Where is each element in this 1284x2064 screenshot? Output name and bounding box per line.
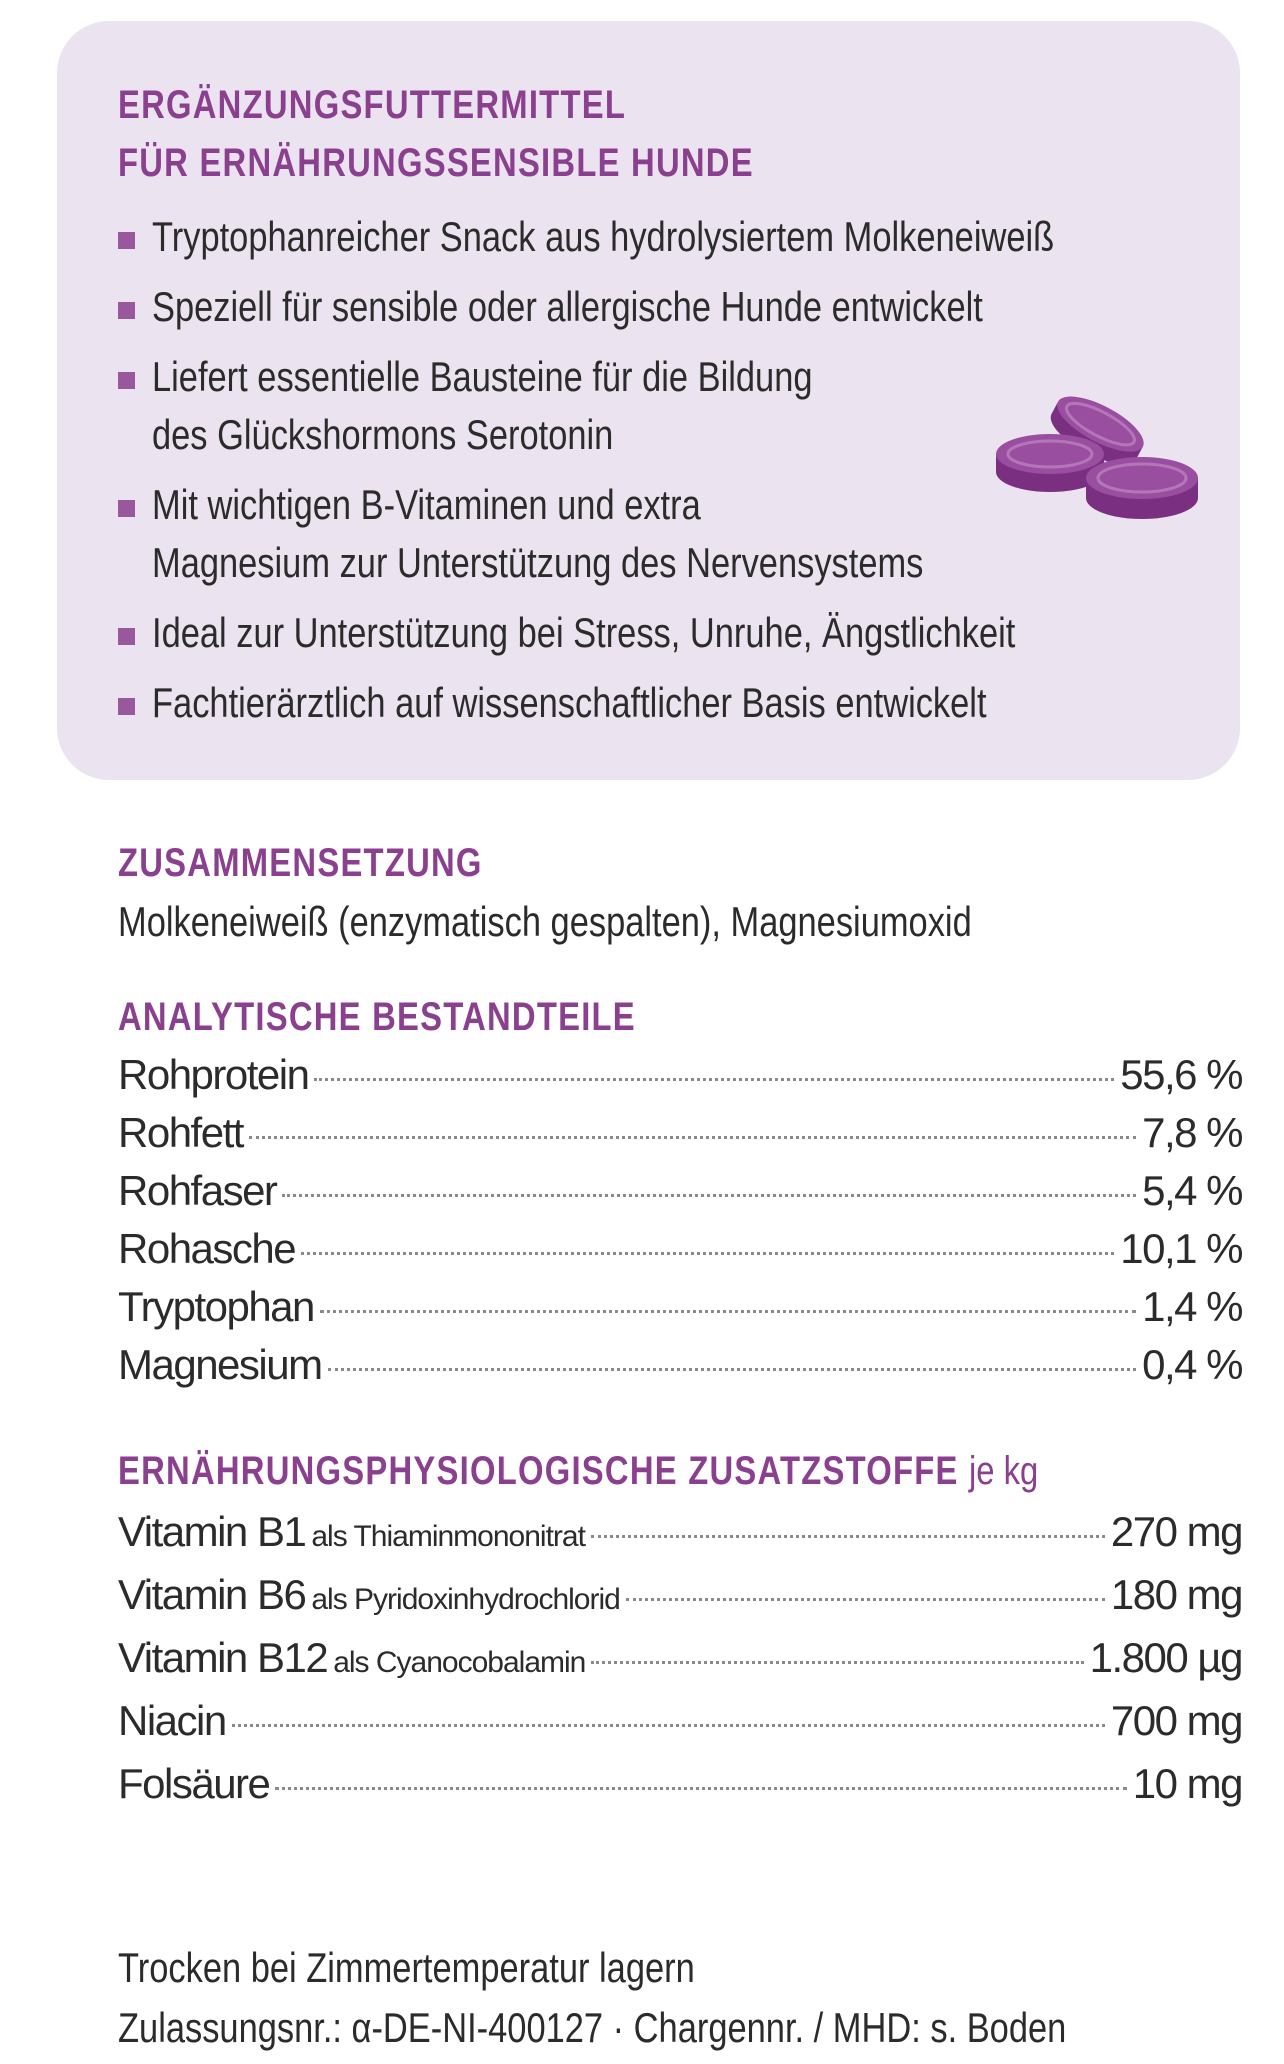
additive-label: Niacin bbox=[118, 1697, 226, 1744]
registration-note: Zulassungsnr.: α-DE-NI-400127 · Chargennr. / MHD: s. Boden bbox=[118, 2004, 1067, 2051]
bullet-square-icon bbox=[118, 500, 135, 517]
additive-value: 10 mg bbox=[1132, 1760, 1242, 1807]
analytical-value: 55,6 % bbox=[1120, 1051, 1242, 1098]
additive-value: 1.800 µg bbox=[1089, 1634, 1242, 1681]
additives-heading bbox=[118, 1446, 1038, 1496]
feature-bullet-text: Speziell für sensible oder allergische Hunde entwickelt bbox=[152, 283, 983, 330]
feature-title-line-2: FÜR ERNÄHRUNGSSENSIBLE HUNDE bbox=[118, 141, 754, 185]
additive-row bbox=[118, 1689, 1242, 1752]
analytical-name: Rohfett bbox=[118, 1109, 243, 1156]
additive-row bbox=[118, 1626, 1242, 1689]
additive-label: Folsäure bbox=[118, 1760, 270, 1807]
additives-heading-suffix: je kg bbox=[969, 1449, 1039, 1493]
feature-bullet bbox=[118, 208, 1218, 266]
additive-row bbox=[118, 1563, 1242, 1626]
additives-heading-text: ERNÄHRUNGSPHYSIOLOGISCHE ZUSATZSTOFFE bbox=[118, 1449, 959, 1493]
dot-leader bbox=[275, 1787, 1126, 1790]
analytical-value: 0,4 % bbox=[1142, 1341, 1242, 1388]
additive-value: 270 mg bbox=[1110, 1508, 1242, 1555]
analytical-row bbox=[118, 1046, 1242, 1104]
analytical-name: Rohfaser bbox=[118, 1167, 277, 1214]
feature-bullet-text: Tryptophanreicher Snack aus hydrolysiertem Molkeneiweiß bbox=[152, 213, 1055, 260]
dot-leader bbox=[328, 1368, 1136, 1371]
feature-title-line-1: ERGÄNZUNGSFUTTERMITTEL bbox=[118, 83, 627, 127]
additive-value: 700 mg bbox=[1110, 1697, 1242, 1744]
additives-table bbox=[118, 1500, 1242, 1815]
analytical-name: Tryptophan bbox=[118, 1283, 314, 1330]
bullet-square-icon bbox=[118, 698, 135, 715]
analytical-name: Rohasche bbox=[118, 1225, 296, 1272]
bullet-square-icon bbox=[118, 628, 135, 645]
dot-leader bbox=[232, 1724, 1105, 1727]
analytical-name: Magnesium bbox=[118, 1341, 322, 1388]
dot-leader bbox=[282, 1194, 1136, 1197]
additive-value: 180 mg bbox=[1110, 1571, 1242, 1618]
analytical-value: 1,4 % bbox=[1142, 1283, 1242, 1330]
feature-title bbox=[118, 76, 938, 192]
additive-source: als Cyanocobalamin bbox=[333, 1646, 586, 1679]
additive-label: Vitamin B12 bbox=[118, 1634, 328, 1681]
additive-name bbox=[118, 1689, 226, 1752]
additive-label: Vitamin B1 bbox=[118, 1508, 306, 1555]
storage-note: Trocken bei Zimmertemperatur lagern bbox=[118, 1944, 695, 1991]
dot-leader bbox=[591, 1661, 1083, 1664]
dot-leader bbox=[591, 1535, 1105, 1538]
composition-text: Molkeneiweiß (enzymatisch gespalten), Magnesiumoxid bbox=[118, 898, 972, 945]
dot-leader bbox=[626, 1598, 1105, 1601]
analytical-name: Rohprotein bbox=[118, 1051, 309, 1098]
analytical-row bbox=[118, 1162, 1242, 1220]
feature-bullet-text: Ideal zur Unterstützung bei Stress, Unruhe, Ängstlichkeit bbox=[152, 609, 1016, 656]
additive-row bbox=[118, 1500, 1242, 1563]
dot-leader bbox=[249, 1136, 1136, 1139]
footer bbox=[118, 1938, 1274, 2058]
additive-source: als Pyridoxinhydrochlorid bbox=[311, 1583, 620, 1616]
analytical-row bbox=[118, 1278, 1242, 1336]
feature-bullet bbox=[118, 278, 1218, 336]
additive-name bbox=[118, 1752, 269, 1815]
additive-name bbox=[118, 1500, 585, 1568]
analytical-table bbox=[118, 1046, 1242, 1394]
feature-bullet bbox=[118, 674, 1218, 732]
dot-leader bbox=[314, 1078, 1114, 1081]
additive-row bbox=[118, 1752, 1242, 1815]
analytical-value: 10,1 % bbox=[1120, 1225, 1242, 1272]
composition-heading: ZUSAMMENSETZUNG bbox=[118, 841, 483, 885]
feature-bullet-text: Fachtierärztlich auf wissenschaftlicher Basis entwickelt bbox=[152, 679, 987, 726]
analytical-heading: ANALYTISCHE BESTANDTEILE bbox=[118, 995, 636, 1039]
additive-source: als Thiaminmononitrat bbox=[311, 1520, 585, 1553]
bullet-square-icon bbox=[118, 232, 135, 249]
tablets-icon bbox=[990, 380, 1210, 530]
analytical-row bbox=[118, 1104, 1242, 1162]
dot-leader bbox=[301, 1252, 1114, 1255]
additive-name bbox=[118, 1626, 585, 1694]
analytical-row bbox=[118, 1336, 1242, 1394]
feature-bullet-text: Mit wichtigen B-Vitaminen und extra Magnesium zur Unterstützung des Nervensystems bbox=[152, 481, 924, 586]
bullet-square-icon bbox=[118, 372, 135, 389]
feature-bullet bbox=[118, 604, 1218, 662]
additive-name bbox=[118, 1563, 620, 1631]
additive-label: Vitamin B6 bbox=[118, 1571, 306, 1618]
feature-bullet-text: Liefert essentielle Bausteine für die Bildung des Glückshormons Serotonin bbox=[152, 353, 813, 458]
analytical-value: 5,4 % bbox=[1142, 1167, 1242, 1214]
analytical-value: 7,8 % bbox=[1142, 1109, 1242, 1156]
analytical-row bbox=[118, 1220, 1242, 1278]
bullet-square-icon bbox=[118, 302, 135, 319]
dot-leader bbox=[320, 1310, 1136, 1313]
